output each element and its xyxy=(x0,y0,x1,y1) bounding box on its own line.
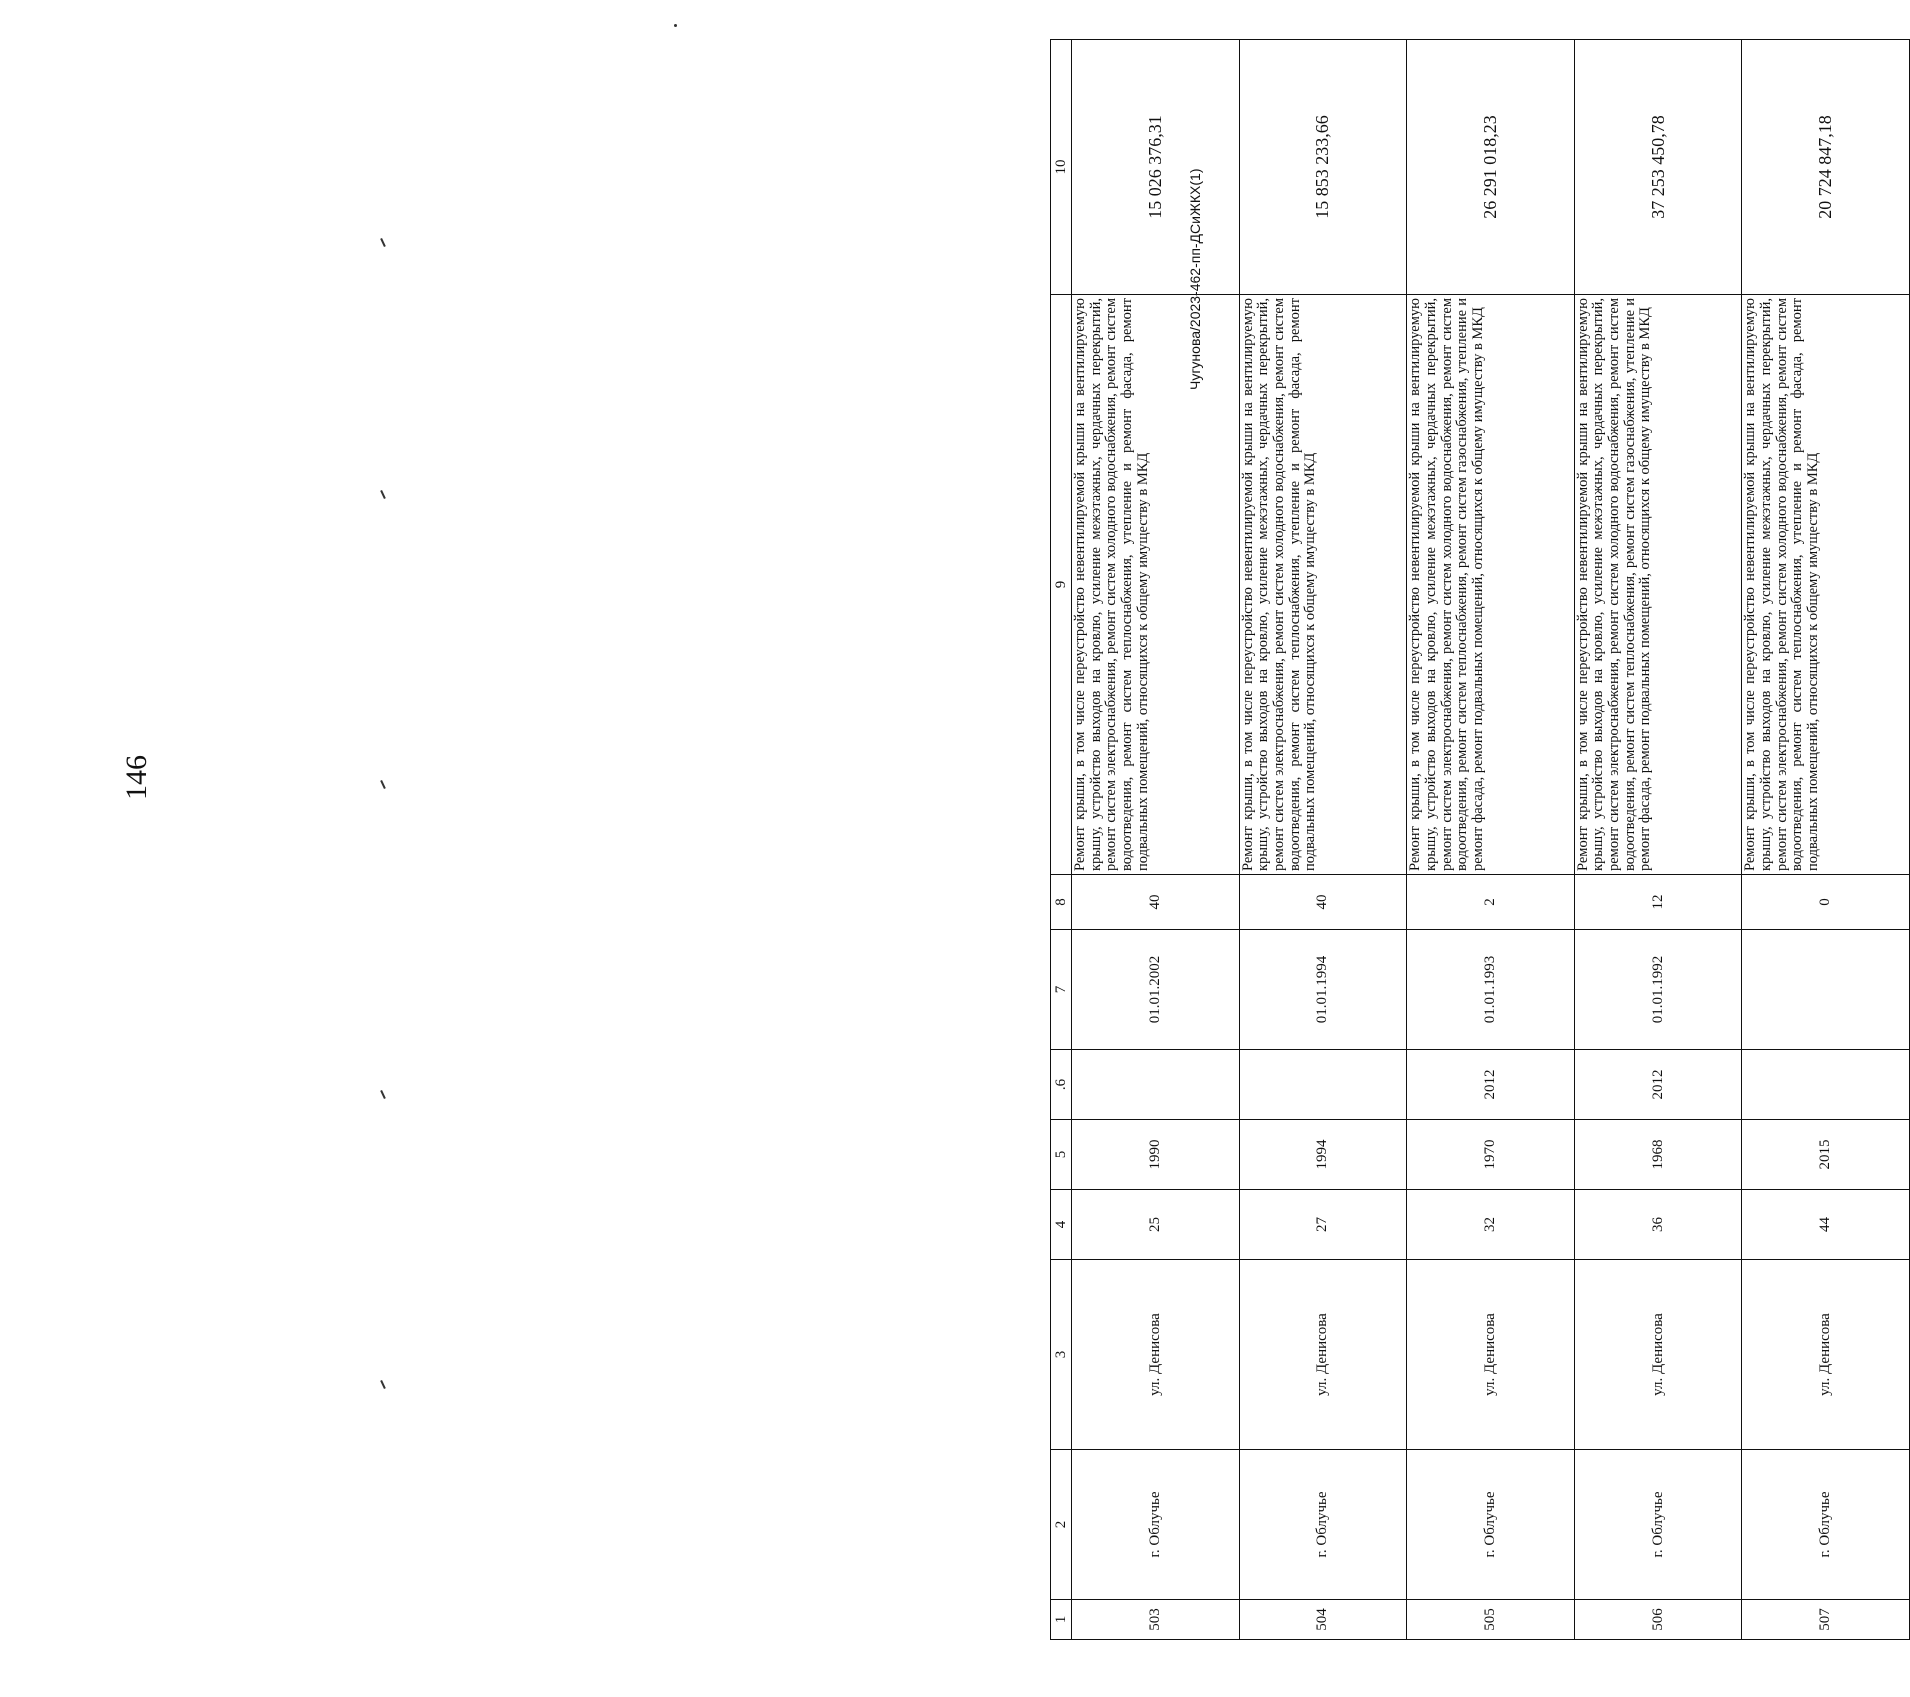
year-cell: 1994 xyxy=(1239,1120,1407,1190)
works-cell: Ремонт крыши, в том числе переустройство невентилируемой крыши на вентилируемую крышу, устройство выходов на кровлю, усиление межэтажных, чердачных перекрытий, ремонт систем электроснабжения, ремонт систем холодного водоснабжения, ремонт систем водоотведения, ремонт систем теплоснабжения, утепление и ремонт фасада, ремонт подвальных помещений, относящихся к общему имуществу в МКД xyxy=(1072,295,1240,875)
works-cell: Ремонт крыши, в том числе переустройство невентилируемой крыши на вентилируемую крышу, устройство выходов на кровлю, усиление межэтажных, чердачных перекрытий, ремонт систем электроснабжения, ремонт систем холодного водоснабжения, ремонт систем водоотведения, ремонт систем теплоснабжения, ремонт систем газоснабжения, утепление и ремонт фасада, ремонт подвальных помещений, относящихся к общему имуществу в МКД xyxy=(1574,295,1742,875)
column-header: 4 xyxy=(1051,1190,1072,1260)
city-cell: г. Облучье xyxy=(1407,1450,1575,1600)
street-cell: ул. Денисова xyxy=(1407,1260,1575,1450)
street-cell: ул. Денисова xyxy=(1574,1260,1742,1450)
table-row xyxy=(1072,40,1240,1640)
works-cell: Ремонт крыши, в том числе переустройство невентилируемой крыши на вентилируемую крышу, устройство выходов на кровлю, усиление межэтажных, чердачных перекрытий, ремонт систем электроснабжения, ремонт систем холодного водоснабжения, ремонт систем водоотведения, ремонт систем теплоснабжения, утепление и ремонт фасада, ремонт подвальных помещений, относящихся к общему имуществу в МКД xyxy=(1239,295,1407,875)
column-header: 7 xyxy=(1051,930,1072,1050)
col8-cell: 40 xyxy=(1239,875,1407,930)
amount-cell: 15 853 233,66 xyxy=(1239,40,1407,295)
document-footer: Чугунова/2023-462-пп-ДСиЖКХ(1) xyxy=(1187,168,1203,390)
column-header: 10 xyxy=(1051,40,1072,295)
year-cell: 1990 xyxy=(1072,1120,1240,1190)
column-header: 1 xyxy=(1051,1600,1072,1640)
scan-speck xyxy=(380,490,386,499)
column-header: 9 xyxy=(1051,295,1072,875)
column-header: .6 xyxy=(1051,1050,1072,1120)
city-cell: г. Облучье xyxy=(1239,1450,1407,1600)
table-row xyxy=(1574,40,1742,1640)
date-cell: 01.01.2002 xyxy=(1072,930,1240,1050)
table-header-row xyxy=(1051,40,1072,1640)
column-header: 3 xyxy=(1051,1260,1072,1450)
amount-cell: 26 291 018,23 xyxy=(1407,40,1575,295)
street-cell: ул. Денисова xyxy=(1239,1260,1407,1450)
year-cell: 2015 xyxy=(1742,1120,1910,1190)
col6-cell xyxy=(1742,1050,1910,1120)
col6-cell: 2012 xyxy=(1574,1050,1742,1120)
year-cell: 1968 xyxy=(1574,1120,1742,1190)
scan-speck xyxy=(380,238,386,247)
house-cell: 32 xyxy=(1407,1190,1575,1260)
house-cell: 44 xyxy=(1742,1190,1910,1260)
scan-speck xyxy=(380,1380,386,1389)
renovation-table xyxy=(1050,39,1910,1640)
street-cell: ул. Денисова xyxy=(1742,1260,1910,1450)
column-header: 8 xyxy=(1051,875,1072,930)
column-header: 5 xyxy=(1051,1120,1072,1190)
row-number: 504 xyxy=(1239,1600,1407,1640)
row-number: 506 xyxy=(1574,1600,1742,1640)
col8-cell: 40 xyxy=(1072,875,1240,930)
date-cell: 01.01.1992 xyxy=(1574,930,1742,1050)
amount-cell: 20 724 847,18 xyxy=(1742,40,1910,295)
table-row xyxy=(1407,40,1575,1640)
table-row xyxy=(1239,40,1407,1640)
city-cell: г. Облучье xyxy=(1072,1450,1240,1600)
row-number: 507 xyxy=(1742,1600,1910,1640)
col8-cell: 0 xyxy=(1742,875,1910,930)
renovation-table-rotated xyxy=(1050,40,1910,1640)
house-cell: 27 xyxy=(1239,1190,1407,1260)
amount-cell: 15 026 376,31 xyxy=(1072,40,1240,295)
scan-speck xyxy=(380,1090,386,1099)
city-cell: г. Облучье xyxy=(1742,1450,1910,1600)
row-number: 503 xyxy=(1072,1600,1240,1640)
house-cell: 36 xyxy=(1574,1190,1742,1260)
page-number: 146 xyxy=(120,755,153,800)
col6-cell xyxy=(1239,1050,1407,1120)
year-cell: 1970 xyxy=(1407,1120,1575,1190)
house-cell: 25 xyxy=(1072,1190,1240,1260)
scan-speck xyxy=(380,780,386,789)
works-cell: Ремонт крыши, в том числе переустройство невентилируемой крыши на вентилируемую крышу, устройство выходов на кровлю, усиление межэтажных, чердачных перекрытий, ремонт систем электроснабжения, ремонт систем холодного водоснабжения, ремонт систем водоотведения, ремонт систем теплоснабжения, утепление и ремонт фасада, ремонт подвальных помещений, относящихся к общему имуществу в МКД xyxy=(1742,295,1910,875)
table-row xyxy=(1742,40,1910,1640)
col6-cell xyxy=(1072,1050,1240,1120)
col8-cell: 12 xyxy=(1574,875,1742,930)
scan-speck xyxy=(674,24,677,27)
street-cell: ул. Денисова xyxy=(1072,1260,1240,1450)
col6-cell: 2012 xyxy=(1407,1050,1575,1120)
amount-cell: 37 253 450,78 xyxy=(1574,40,1742,295)
city-cell: г. Облучье xyxy=(1574,1450,1742,1600)
date-cell xyxy=(1742,930,1910,1050)
row-number: 505 xyxy=(1407,1600,1575,1640)
date-cell: 01.01.1993 xyxy=(1407,930,1575,1050)
col8-cell: 2 xyxy=(1407,875,1575,930)
date-cell: 01.01.1994 xyxy=(1239,930,1407,1050)
works-cell: Ремонт крыши, в том числе переустройство невентилируемой крыши на вентилируемую крышу, устройство выходов на кровлю, усиление межэтажных, чердачных перекрытий, ремонт систем электроснабжения, ремонт систем холодного водоснабжения, ремонт систем водоотведения, ремонт систем теплоснабжения, ремонт систем газоснабжения, утепление и ремонт фасада, ремонт подвальных помещений, относящихся к общему имуществу в МКД xyxy=(1407,295,1575,875)
column-header: 2 xyxy=(1051,1450,1072,1600)
